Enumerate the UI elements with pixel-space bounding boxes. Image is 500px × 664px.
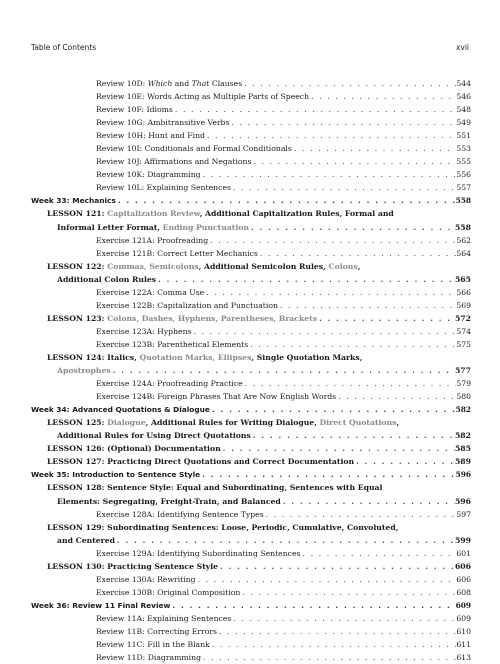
toc-entry-page: 575 — [456, 339, 471, 349]
toc-entry-sub — [31, 638, 471, 651]
toc-entry-title-segment: LESSON 124: Italics, — [47, 352, 140, 362]
toc-entry-title — [96, 90, 309, 103]
toc-entry-lesson — [31, 260, 471, 273]
toc-entry-page: 555 — [456, 157, 471, 167]
toc-entry-title — [96, 338, 248, 351]
dot-leader — [208, 234, 456, 247]
toc-entry-title — [96, 155, 251, 168]
dot-leader — [231, 612, 456, 625]
toc-entry-title — [96, 77, 242, 90]
toc-entry-title-segment: and Centered — [57, 535, 115, 545]
toc-entry-page: 582 — [454, 431, 471, 441]
dot-leader — [210, 638, 457, 651]
toc-entry-title-segment: Review 11D: Diagramming — [96, 653, 201, 663]
toc-entry-sub — [31, 508, 471, 521]
toc-entry-page: 553 — [456, 144, 471, 154]
toc-entry-title — [96, 651, 201, 664]
dot-leader — [309, 90, 456, 103]
toc-entry-title — [96, 612, 231, 625]
toc-entry-page: 549 — [456, 118, 471, 128]
toc-entry-title — [47, 260, 360, 273]
dot-leader — [354, 455, 455, 468]
toc-entry-title-segment: That — [191, 79, 210, 88]
toc-entry-title — [96, 103, 173, 116]
toc-entry-title-segment: Additional Colon Rules — [57, 274, 157, 284]
toc-entry-lesson — [31, 351, 471, 364]
toc-entry-title — [47, 455, 354, 468]
toc-entry-title-segment: LESSON 121: — [47, 209, 108, 219]
toc-entry-title-review-segment: Ending Punctuation — [162, 222, 249, 232]
dot-leader — [231, 181, 456, 194]
toc-entry-page: 609 — [456, 613, 471, 623]
toc-entry-title — [96, 508, 264, 521]
dot-leader — [217, 625, 456, 638]
toc-entry-page: 572 — [454, 313, 471, 323]
toc-entry-sub — [31, 142, 471, 155]
toc-entry-title — [96, 234, 208, 247]
toc-entry-title — [96, 168, 201, 181]
toc-entry-sub — [31, 325, 471, 338]
toc-entry-sub — [31, 586, 471, 599]
toc-entry-page: 611 — [456, 640, 471, 650]
dot-leader — [170, 599, 455, 612]
toc-entry-title — [96, 390, 336, 403]
toc-entry-page: 613 — [456, 653, 471, 663]
dot-leader — [292, 142, 457, 155]
toc-entry-page: 556 — [456, 170, 471, 180]
toc-entry-sub — [31, 390, 471, 403]
dot-leader — [317, 312, 455, 325]
toc-entry-title-review-segment: Direct Quotations — [319, 418, 397, 428]
toc-entry-lesson — [31, 207, 471, 220]
toc-entry-title-segment: LESSON 129: Subordinating Sentences: Loose, Periodic, Cumulative, Convoluted, — [47, 522, 399, 532]
dot-leader — [249, 221, 455, 234]
toc-entry-page: 569 — [456, 300, 471, 310]
toc-entry-sub — [31, 103, 471, 116]
toc-entry-sub — [31, 547, 471, 560]
toc-entry-cont — [31, 221, 471, 234]
toc-entry-title-segment: , Additional Semicolon Rules, — [198, 261, 329, 271]
dot-leader — [200, 468, 455, 481]
toc-entry-title-segment: Review 10I: Conditionals and Formal Conditionals — [96, 144, 292, 154]
toc-entry-sub — [31, 181, 471, 194]
toc-entry-title-segment: Exercise 121B: Correct Letter Mechanics — [96, 248, 258, 258]
toc-entry-title-segment: LESSON 123: — [47, 313, 108, 323]
toc-entry-page: 577 — [454, 366, 471, 376]
dot-leader — [204, 286, 456, 299]
dot-leader — [218, 560, 455, 573]
toc-entry-title — [47, 351, 362, 364]
toc-entry-title-segment: , Additional Rules for Writing Dialogue, — [145, 418, 320, 428]
toc-entry-title-segment: Exercise 124B: Foreign Phrases That Are Now English Words — [96, 392, 337, 402]
toc-entry-sub — [31, 286, 471, 299]
dot-leader — [201, 651, 456, 664]
toc-entry-title — [47, 521, 398, 534]
running-head — [31, 43, 469, 52]
dot-leader — [173, 103, 456, 116]
toc-entry-cont — [31, 273, 471, 286]
toc-entry-title-segment: LESSON 130: Practicing Sentence Style — [47, 561, 219, 571]
toc-entry-sub — [31, 377, 471, 390]
toc-entry-sub — [31, 651, 471, 664]
toc-entry-title — [57, 273, 156, 286]
toc-entry-page: 580 — [456, 392, 471, 402]
running-head-title: Table of Contents — [31, 43, 97, 52]
toc-entry-title — [96, 129, 205, 142]
toc-entry-title-segment: LESSON 122: — [47, 261, 108, 271]
toc-entry-title — [96, 638, 210, 651]
toc-entry-page: 596 — [454, 496, 471, 506]
toc-entry-page: 608 — [456, 587, 471, 597]
toc-entry-title-segment: , — [357, 261, 361, 271]
dot-leader — [258, 247, 456, 260]
dot-leader — [201, 168, 457, 181]
toc-entry-page: 599 — [454, 535, 471, 545]
toc-entry-title-segment: Exercise 124A: Proofreading Practice — [96, 379, 243, 389]
toc-entry-title-segment: Review 11C: Fill in the Blank — [96, 640, 210, 650]
toc-entry-title — [47, 312, 317, 325]
toc-entry-title-segment: Week 34: Advanced Quotations & Dialogue — [31, 405, 210, 415]
toc-entry-title-segment: Exercise 123B: Parenthetical Elements — [96, 339, 249, 349]
toc-entry-sub — [31, 155, 471, 168]
toc-entry-page: 565 — [454, 274, 471, 284]
toc-entry-title-segment: Exercise 122B: Capitalization and Punctuation — [96, 300, 278, 310]
toc-entry-title — [47, 481, 382, 494]
toc-entry-title — [57, 364, 111, 377]
toc-entry-cont — [31, 364, 471, 377]
dot-leader — [242, 77, 456, 90]
dot-leader — [278, 299, 456, 312]
dot-leader — [229, 116, 456, 129]
toc-entry-sub — [31, 338, 471, 351]
toc-entry-page: 574 — [456, 326, 471, 336]
toc-entry-title-segment: , — [396, 418, 400, 428]
toc-entry-title-segment: , Single Quotation Marks, — [251, 352, 363, 362]
toc-entry-lesson — [31, 521, 471, 534]
toc-entry-page: 579 — [456, 379, 471, 389]
toc-entry-title — [57, 429, 251, 442]
toc-entry-page: 582 — [455, 405, 471, 415]
toc-entry-title-review-segment: Apostrophes — [57, 366, 111, 376]
toc-entry-page: 564 — [456, 248, 471, 258]
toc-entry-lesson — [31, 481, 471, 494]
toc-entry-page: 585 — [454, 444, 471, 454]
toc-entry-title-segment: Exercise 130B: Original Composition — [96, 587, 241, 597]
toc-entry-title-segment: Exercise 122A: Comma Use — [96, 287, 205, 297]
toc-entry-title — [96, 573, 196, 586]
toc-entry-title — [96, 625, 217, 638]
toc-entry-title — [57, 534, 115, 547]
toc-entry-page: 610 — [456, 626, 471, 636]
toc-entry-title-review-segment: Capitalization Review — [107, 209, 200, 219]
toc-entry-page: 557 — [456, 183, 471, 193]
dot-leader — [281, 495, 455, 508]
toc-entry-title — [96, 586, 240, 599]
toc-entry-page: 548 — [456, 105, 471, 115]
toc-entry-title-segment: Elements: Segregating, Freight-Train, and Balanced — [57, 496, 281, 506]
toc-entry-page: 606 — [456, 574, 471, 584]
toc-entry-page: 544 — [456, 79, 471, 88]
toc-entry-title-segment: LESSON 126: (Optional) Documentation — [47, 444, 221, 454]
dot-leader — [221, 442, 455, 455]
toc-entry-title — [96, 181, 231, 194]
toc-entry-page: 546 — [456, 92, 471, 102]
toc-entry-sub — [31, 612, 471, 625]
dot-leader — [251, 155, 456, 168]
toc-entry-week — [31, 468, 471, 481]
toc-entry-title-segment: Review 10F: Idioms — [96, 105, 173, 115]
toc-entry-cont — [31, 534, 471, 547]
toc-entry-title-review-segment: Dialogue — [107, 418, 146, 428]
toc-entry-title-segment: Review 10G: Ambitransitive Verbs — [96, 118, 230, 128]
toc-entry-page: 562 — [456, 235, 471, 245]
toc-entry-title-segment: LESSON 128: Sentence Style: Equal and Subordinating, Sentences with Equal — [47, 483, 383, 493]
dot-leader — [111, 364, 455, 377]
toc-entry-title — [47, 442, 221, 455]
toc-entry-lesson — [31, 416, 471, 429]
toc-entry-title — [96, 116, 229, 129]
toc-entry-title — [96, 286, 204, 299]
toc-entry-sub — [31, 168, 471, 181]
toc-entry-title-segment: Exercise 121A: Proofreading — [96, 235, 209, 245]
toc-entry-title — [31, 599, 170, 612]
toc-entry-title — [96, 299, 278, 312]
toc-entry-title-segment: Review 10D: — [96, 79, 148, 88]
toc-entry-title — [31, 403, 210, 416]
toc-entry-sub — [31, 299, 471, 312]
toc-entry-cont — [31, 495, 471, 508]
toc-entry-title-segment: Week 33: Mechanics — [31, 196, 116, 206]
dot-leader — [192, 325, 457, 338]
toc-entry-title-segment: Review 10K: Diagramming — [96, 170, 201, 180]
toc-entry-week — [31, 403, 471, 416]
toc-entry-sub — [31, 90, 471, 103]
toc-entry-lesson — [31, 560, 471, 573]
toc-entry-title-review-segment: Colons — [328, 261, 358, 271]
toc-entry-title-segment: Exercise 123A: Hyphens — [96, 326, 192, 336]
toc-entry-title-segment: Review 10J: Affirmations and Negations — [96, 157, 252, 167]
toc-entry-cont — [31, 429, 471, 442]
toc-entry-title-segment: Which — [147, 79, 173, 88]
toc-entry-title-segment: Additional Rules for Using Direct Quotations — [57, 431, 251, 441]
dot-leader — [116, 194, 456, 207]
toc-entry-title — [47, 416, 399, 429]
toc-entry-title — [47, 560, 218, 573]
toc-entry-page: 601 — [456, 548, 471, 558]
toc-entry-title-segment: , Additional Capitalization Rules, Formal and — [199, 209, 394, 219]
toc-entry-title — [96, 325, 192, 338]
toc-entry-lesson — [31, 455, 471, 468]
toc-entry-title-segment: Review 11B: Correcting Errors — [96, 626, 217, 636]
page-number: xvii — [455, 43, 469, 52]
toc-entry-page: 551 — [456, 131, 471, 141]
dot-leader — [115, 534, 455, 547]
toc-entry-title-segment: Exercise 130A: Rewriting — [96, 574, 196, 584]
toc-entry-title — [31, 468, 200, 481]
toc-entry-sub — [31, 77, 471, 90]
toc-entry-title-segment: Exercise 129A: Identifying Subordinating Sentences — [96, 548, 301, 558]
toc-entry-title-segment: Review 10E: Words Acting as Multiple Parts of Speech — [96, 92, 310, 102]
toc-entry-title — [47, 207, 394, 220]
toc-entry-title-review-segment: Quotation Marks, Ellipses — [139, 352, 252, 362]
toc-entry-page: 589 — [454, 457, 471, 467]
toc-entry-page: 609 — [455, 600, 471, 610]
toc-entry-title-review-segment: Colons, Dashes, Hyphens, Parentheses, Brackets — [107, 313, 318, 323]
toc-entry-title-segment: Informal Letter Format, — [57, 222, 163, 232]
toc-entry-page: 606 — [454, 561, 471, 571]
dot-leader — [251, 429, 455, 442]
dot-leader — [210, 403, 456, 416]
dot-leader — [336, 390, 456, 403]
toc-entry-title — [57, 221, 249, 234]
dot-leader — [243, 377, 457, 390]
toc-entry-title-review-segment: Commas, Semicolons — [107, 261, 199, 271]
toc-entry-title-segment: Exercise 128A: Identifying Sentence Types — [96, 509, 264, 519]
toc-entry-title-segment: LESSON 127: Practicing Direct Quotations and Correct Documentation — [47, 457, 355, 467]
toc-entry-title-segment: Clauses — [209, 79, 243, 88]
toc-entry-title — [96, 547, 300, 560]
toc-entry-sub — [31, 625, 471, 638]
toc-entry-page: 566 — [456, 287, 471, 297]
toc-entry-page: 596 — [455, 470, 471, 480]
toc-entry-sub — [31, 116, 471, 129]
toc-entry-page: 558 — [454, 222, 471, 232]
dot-leader — [196, 573, 457, 586]
toc-entry-week — [31, 194, 471, 207]
toc-entry-sub — [31, 129, 471, 142]
toc-entry-title-segment: Week 35: Introduction to Sentence Style — [31, 470, 201, 480]
toc-entry-week — [31, 599, 471, 612]
toc-entry-title — [96, 377, 243, 390]
toc-entry-title-segment: Review 11A: Explaining Sentences — [96, 613, 232, 623]
toc-entry-title-segment: Review 10L: Explaining Sentences — [96, 183, 231, 193]
dot-leader — [205, 129, 456, 142]
toc-entry-title — [31, 194, 116, 207]
toc-entry-title — [96, 142, 292, 155]
dot-leader — [264, 508, 457, 521]
dot-leader — [156, 273, 455, 286]
toc-entry-sub — [31, 573, 471, 586]
toc-entry-title-segment: Review 10H: Hunt and Find — [96, 131, 205, 141]
toc-entry-sub — [31, 247, 471, 260]
toc-entry-title — [96, 247, 258, 260]
toc-entry-lesson — [31, 312, 471, 325]
dot-leader — [248, 338, 456, 351]
dot-leader — [300, 547, 456, 560]
table-of-contents — [31, 77, 471, 664]
dot-leader — [240, 586, 456, 599]
toc-entry-sub — [31, 234, 471, 247]
toc-entry-title-segment: Week 36: Review 11 Final Review — [31, 600, 171, 610]
toc-entry-title — [57, 495, 281, 508]
toc-entry-title-segment: and — [172, 79, 192, 88]
toc-entry-lesson — [31, 442, 471, 455]
toc-entry-page: 558 — [455, 196, 471, 206]
toc-entry-title-segment: LESSON 125: — [47, 418, 108, 428]
toc-entry-page: 597 — [456, 509, 471, 519]
